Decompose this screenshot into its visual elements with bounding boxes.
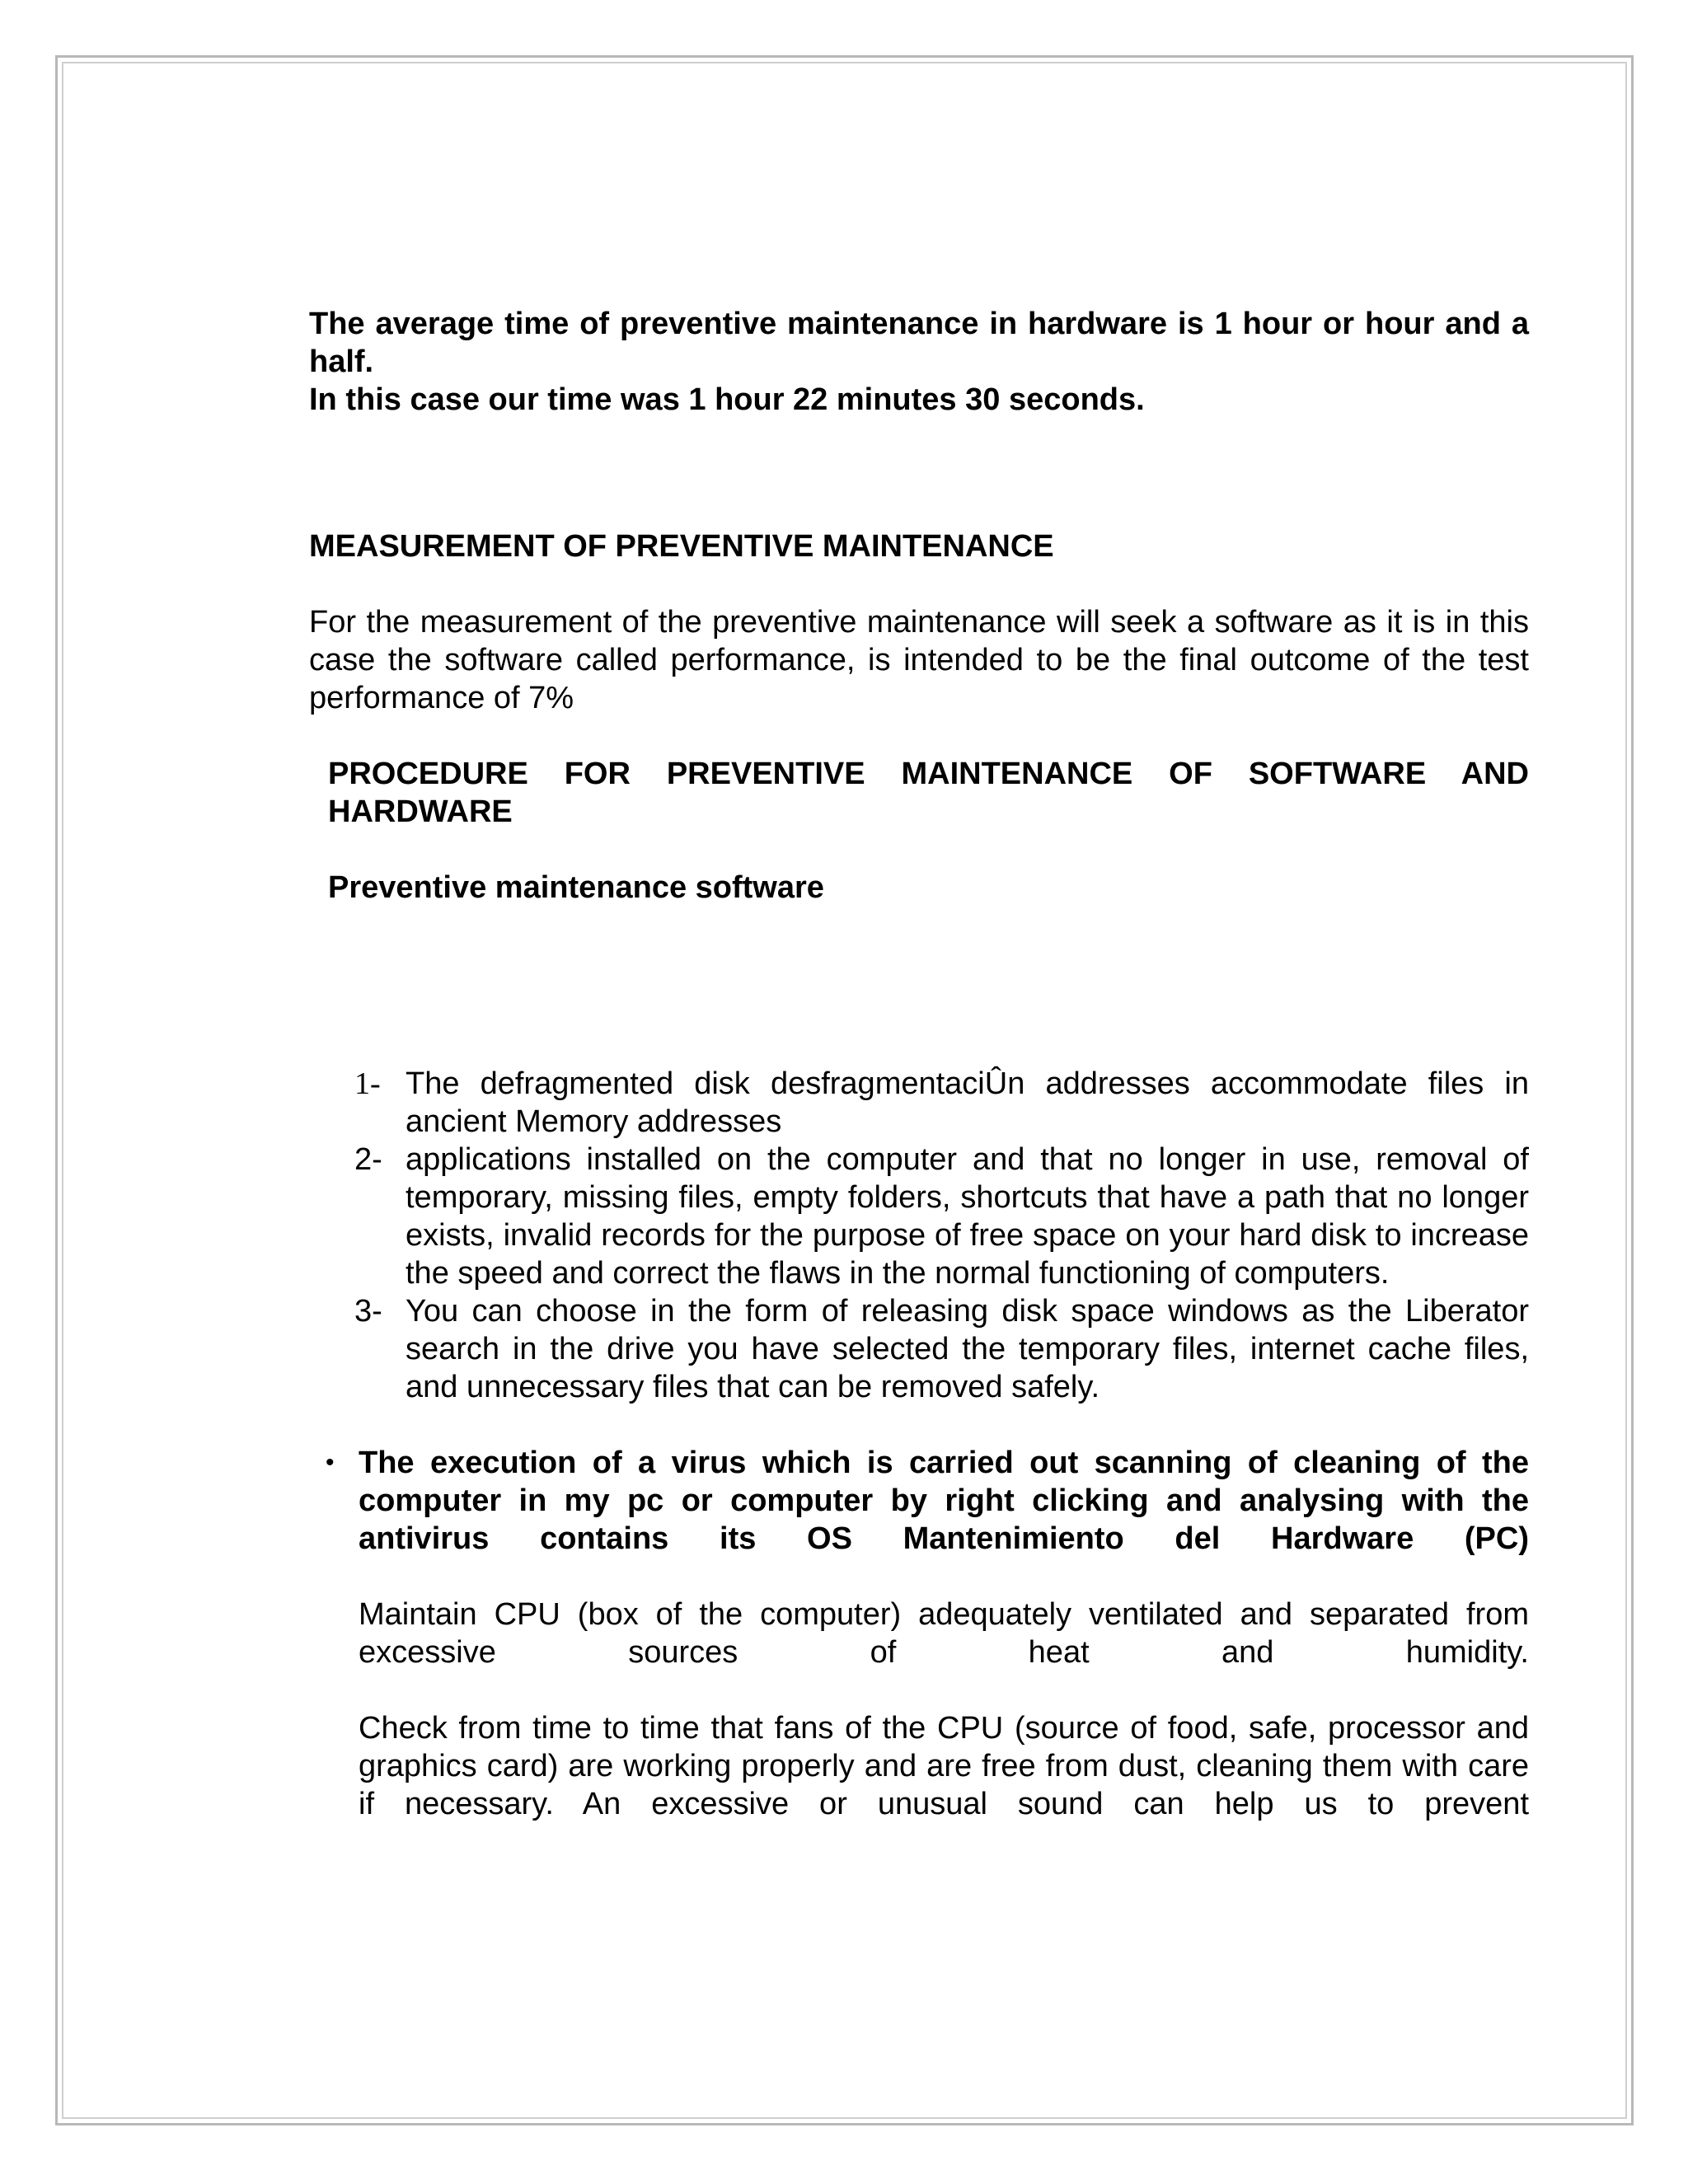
intro-block [309, 305, 1529, 419]
list-item [354, 1065, 1529, 1141]
intro-line-1: The average time of preventive maintenance in hardware is 1 hour or hour and a half. [309, 307, 1529, 379]
measurement-heading: MEASUREMENT OF PREVENTIVE MAINTENANCE [309, 529, 1054, 564]
intro-line-2: In this case our time was 1 hour 22 minutes 30 seconds. [309, 382, 1145, 417]
procedure-heading: PROCEDURE FOR PREVENTIVE MAINTENANCE OF SOFTWARE AND HARDWARE [328, 757, 1529, 829]
list-item-text: applications installed on the computer and that no longer in use, removal of temporary, missing files, empty folders, shortcuts that have a path that no longer exists, invalid records for the purpose of free space on your hard disk to increase the speed and correct the flaws in the normal functioning of computers. [406, 1142, 1529, 1291]
bullet-icon: • [326, 1449, 335, 1476]
procedure-subheading: Preventive maintenance software [328, 870, 824, 905]
bullet-paragraph-1: Maintain CPU (box of the computer) adequately ventilated and separated from excessive sources of heat and humidity. [359, 1597, 1529, 1670]
document-body [309, 305, 1529, 1823]
list-item-number: 3- [354, 1294, 382, 1329]
list-item-number: 1- [354, 1066, 381, 1101]
list-item-text: The defragmented disk desfragmentaciÛn addresses accommodate files in ancient Memory addresses [406, 1066, 1529, 1139]
steps-list [354, 1065, 1529, 1406]
list-item [354, 1141, 1529, 1292]
list-item [354, 1292, 1529, 1406]
list-item-text: You can choose in the form of releasing disk space windows as the Liberator search in the drive you have selected the temporary files, internet cache files, and unnecessary files that can be removed safely. [406, 1294, 1529, 1404]
measurement-paragraph: For the measurement of the preventive maintenance will seek a software as it is in this case the software called performance, is intended to be the final outcome of the test performance of 7% [309, 605, 1529, 715]
list-item-number: 2- [354, 1142, 382, 1177]
bullet-bold-text: The execution of a virus which is carried out scanning of cleaning of the computer in my pc or computer by right clicking and analysing with the antivirus contains its OS Mantenimiento del Hardware (PC) [359, 1446, 1529, 1556]
procedure-section [328, 755, 1529, 907]
bullet-item [309, 1444, 1529, 1823]
bullet-body [359, 1444, 1529, 1823]
bullet-paragraph-2: Check from time to time that fans of the CPU (source of food, safe, processor and graphics card) are working properly and are free from dust, cleaning them with care if necessary. An excessive or unusual sound can help us to prevent [359, 1711, 1529, 1821]
